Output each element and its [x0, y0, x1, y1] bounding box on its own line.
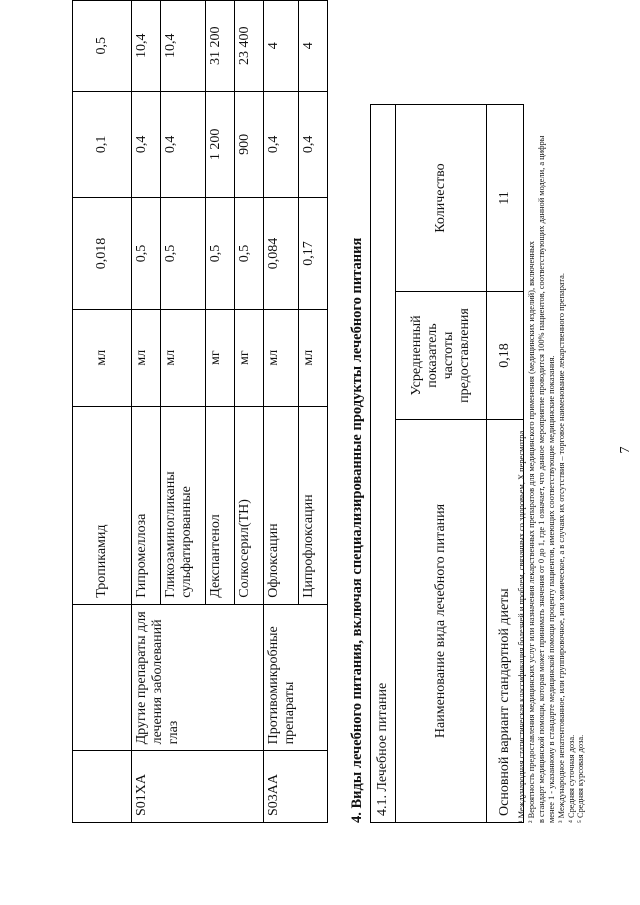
table-row	[73, 1, 132, 823]
sdd-cell: 0,4	[299, 91, 328, 198]
freq-cell: 0,084	[264, 198, 299, 309]
unit-cell: мл	[299, 309, 328, 406]
footnote: ¹ Международная статистическая классификация болезней и проблем, связанных со здоровьем, X пересмотра.	[517, 428, 526, 823]
atc-code-cell: S03AA	[264, 751, 328, 823]
sdd-cell: 0,4	[264, 91, 299, 198]
sdd-cell: 0,1	[73, 91, 132, 198]
footnote: менее 1 - указанному в стандарте медицинской помощи проценту пациентов, имеющих соответствующие медицинские показания.	[546, 355, 556, 823]
atc-code-cell: S01XA	[132, 751, 264, 823]
footnote: ³ Международное непатентованное, или группировочное, или химическое, а в случаях их отсутствия – торговое наименование лекарственного препарата.	[556, 273, 566, 823]
header-freq: Усредненный показатель частоты предоставления	[396, 292, 487, 420]
footnote: ² Вероятность предоставления медицинских услуг или назначения лекарственных препаратов для медицинского применения (медицинских изделий), включенных	[526, 241, 536, 823]
atc-group-cell: Противомикробные препараты	[264, 604, 328, 751]
unit-cell: мл	[161, 309, 206, 406]
table-row	[132, 1, 161, 823]
skd-cell: 10,4	[161, 1, 206, 92]
drug-name-cell: Декспантенол	[206, 406, 235, 604]
sdd-cell: 0,4	[132, 91, 161, 198]
table-row	[264, 1, 299, 823]
skd-cell: 4	[299, 1, 328, 92]
drug-table	[72, 0, 328, 823]
skd-cell: 0,5	[73, 1, 132, 92]
sdd-cell: 0,4	[161, 91, 206, 198]
section-title: 4. Виды лечебного питания, включая специализированные продукты лечебного питания	[349, 237, 365, 823]
skd-cell: 10,4	[132, 1, 161, 92]
footnote: ⁵ Средняя курсовая доза.	[576, 734, 586, 823]
atc-code-cell	[73, 751, 132, 823]
table-header-row	[396, 105, 487, 823]
sdd-cell: 1 200	[206, 91, 235, 198]
freq-cell: 0,17	[299, 198, 328, 309]
sdd-cell: 900	[235, 91, 264, 198]
header-qty: Количество	[396, 105, 487, 292]
page-number: 7	[618, 446, 633, 454]
unit-cell: мл	[264, 309, 299, 406]
freq-cell: 0,5	[206, 198, 235, 309]
drug-name-cell: Гипромеллоза	[132, 406, 161, 604]
atc-group-cell	[73, 604, 132, 751]
table-row	[371, 105, 396, 823]
unit-cell: мл	[73, 309, 132, 406]
footnote: в стандарт медицинской помощи, которая может принимать значения от 0 до 1, где 1 означает, что данное мероприятие проводится 100% пациентов, соответствующих данной модели, а цифры	[536, 135, 546, 823]
diet-name-cell: Основной вариант стандартной диеты	[487, 420, 524, 823]
skd-cell: 23 400	[235, 1, 264, 92]
freq-cell: 0,5	[235, 198, 264, 309]
diet-freq-cell: 0,18	[487, 292, 524, 420]
drug-name-cell: Ципрофлоксацин	[299, 406, 328, 604]
unit-cell: мг	[206, 309, 235, 406]
unit-cell: мл	[132, 309, 161, 406]
footnote: ⁴ Средняя суточная доза.	[566, 734, 576, 823]
drug-name-cell: Гликозаминогликаны сульфатированные	[161, 406, 206, 604]
freq-cell: 0,018	[73, 198, 132, 309]
unit-cell: мг	[235, 309, 264, 406]
header-name: Наименование вида лечебного питания	[396, 420, 487, 823]
skd-cell: 31 200	[206, 1, 235, 92]
subsection-title: 4.1. Лечебное питание	[371, 105, 396, 823]
footnotes	[517, 7, 586, 823]
freq-cell: 0,5	[161, 198, 206, 309]
nutrition-table	[370, 104, 524, 823]
freq-cell: 0,5	[132, 198, 161, 309]
drug-name-cell: Солкосерил(TH)	[235, 406, 264, 604]
drug-name-cell: Офлоксацин	[264, 406, 299, 604]
atc-group-cell: Другие препараты для лечения заболеваний глаз	[132, 604, 264, 751]
drug-name-cell: Тропикамид	[73, 406, 132, 604]
diet-qty-cell: 11	[487, 105, 524, 292]
skd-cell: 4	[264, 1, 299, 92]
